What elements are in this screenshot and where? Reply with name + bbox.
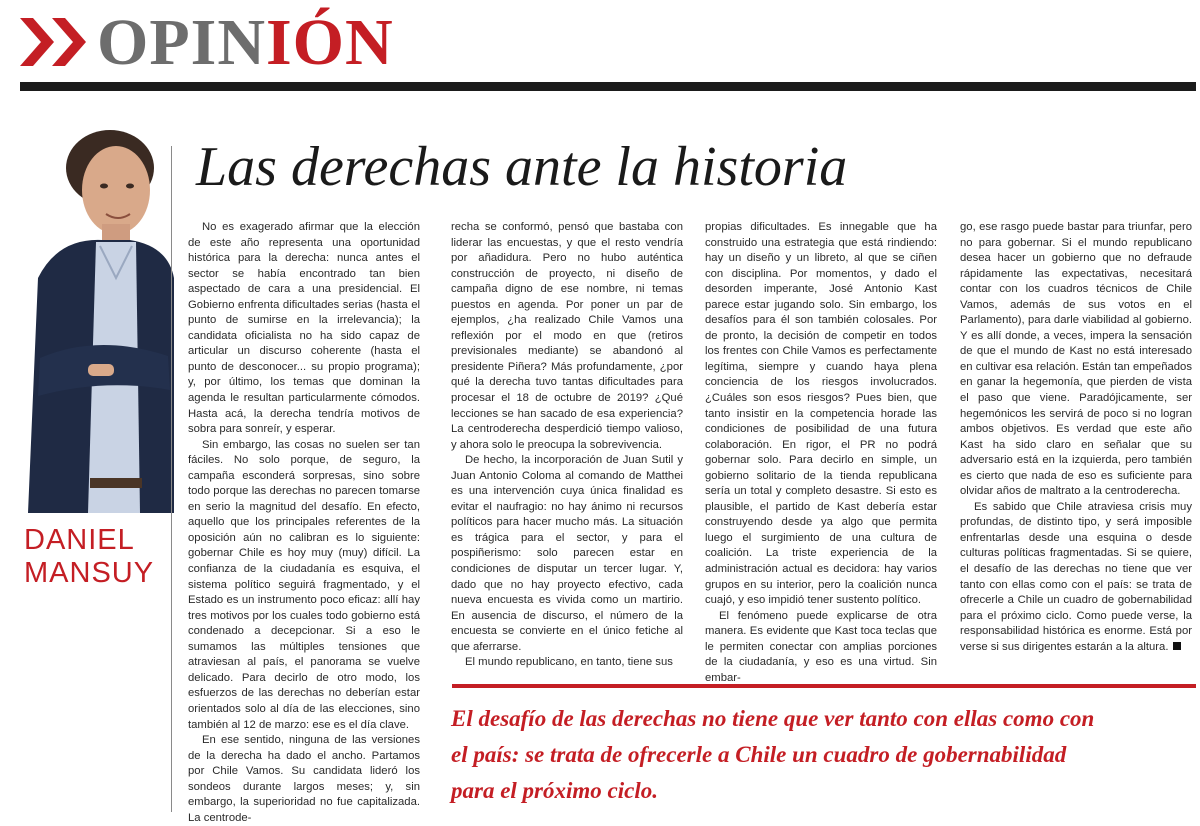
pull-quote-rule <box>452 684 1196 688</box>
paragraph: El mundo republicano, en tanto, tiene sus <box>465 656 673 669</box>
paragraph: Es sabido que Chile atraviesa crisis muy profundas, de distinto tipo, y será imposible enfrentarlas desde una esquina o desde culturas políticas fragmentadas. Si se quiere, el desafío de las derechas no tiene que ver tanto con ellas como con el país: se trata de ofrecerle a Chile un cuadro de gobernabilidad para el próximo ciclo. Como puede verse, la responsabilidad histórica es enorme. Está por verse si sus dirigentes estarán a la altura. <box>960 500 1192 653</box>
article-headline: Las derechas ante la historia <box>196 136 848 198</box>
article-column-1 <box>188 220 420 824</box>
chevron-right-icon <box>20 18 54 66</box>
article-column-3 <box>705 220 937 684</box>
paragraph: No es exagerado afirmar que la elección de este año representa una oportunidad histórica para la derecha: nunca antes el sector se había encontrado tan bien aspectado de cara a una presidencial. El Gobierno enfrenta dificultades serias (hasta el punto de sumirse en la irrelevancia); la candidata oficialista no ha sido capaz de articular un discurso coherente (hasta el punto de desconocer... su propio programa); y, por último, los temas que dominan la agenda le resultan particularmente cómodos. Hasta acá, la derecha tendría motivos de sobra para sonreír, y esperar. <box>188 221 420 436</box>
paragraph: recha se conformó, pensó que bastaba con liderar las encuestas, y que el resto vendría por añadidura. Pero no hubo auténtica construcción de proyecto, ni diseño de campaña digno de ese nombre, ni temas puestos en agenda. Por poner un par de ejemplos, ¿ha realizado Chile Vamos una reflexión por el modo en que (retiros previsionales mediante) se abandonó al presidente Piñera? Más profundamente, ¿por qué la derecha tuvo tantas dificultades para procesar el 18 de octubre de 2019? ¿Qué lecciones se han sacado de esa experiencia? La centroderecha desperdició tiempo valioso, y ahora solo le preocupa la sobrevivencia. <box>451 221 683 451</box>
paragraph: Sin embargo, las cosas no suelen ser tan fáciles. No solo porque, de seguro, la campaña esconderá sorpresas, sino sobre todo porque las derechas no parecen tomarse en serio la magnitud del desafío. En efecto, aquello que los principales referentes de la oposición aún no calibran es lo siguiente: gobernar Chile es hoy muy (muy) difícil. La confianza de la ciudadanía es esquiva, el sistema político seguirá fragmentado, y el Estado es un instrumento poco eficaz: allí hay tres motivos por los cuales todo gobierno está condenado a decepcionar. Si a eso le sumamos las múltiples tensiones que atraviesan al país, el panorama se vuelve delicado. Para decirlo de otro modo, los esfuerzos de las derechas no deberían estar orientados solo al día de las elecciones, sino también al 12 de marzo: ese es el día clave. <box>188 438 420 731</box>
end-mark-icon <box>1173 642 1181 650</box>
article-column-2 <box>451 220 683 669</box>
article-column-4 <box>960 220 1192 666</box>
paragraph: En ese sentido, ninguna de las versiones de la derecha ha dado el ancho. Partamos por Chile Vamos. Su candidata lideró los sondeos durante largos meses; y, sin embargo, la superioridad no fue capitalizada. La centrode- <box>188 734 420 824</box>
column-divider <box>171 146 172 812</box>
section-header <box>0 0 1200 80</box>
author-name: DANIEL MANSUY <box>24 524 155 589</box>
pull-quote: El desafío de las derechas no tiene que ver tanto con ellas como con el país: se trata de ofrecerle a Chile un cuadro de gobernabilidad para el próximo ciclo. <box>451 706 1095 803</box>
paragraph: De hecho, la incorporación de Juan Sutil y Juan Antonio Coloma al comando de Matthei es una intervención cuya única finalidad es evitar el naufragio: no hay ánimo ni recursos políticos para hacer mucho más. La situación es trágica para el sector, y para el pospiñerismo: solo parecen estar en condiciones de disputar un tercer lugar. Y, dado que no hay proyecto efectivo, cada nueva encuesta es vivida como un martirio. En ausencia de discurso, el número de la encuesta se convierte en el único fetiche al que aferrarse. <box>451 454 683 653</box>
section-title: OPINIÓN <box>97 6 394 79</box>
chevron-right-icon <box>52 18 86 66</box>
paragraph: go, ese rasgo puede bastar para triunfar, pero no para gobernar. Si el mundo republicano desea hacer un gobierno que no defraude rápidamente las expectativas, necesitará contar con los cuadros técnicos de Chile Vamos, además de sus votos en el Parlamento), para darle viabilidad al gobierno. Y es allí donde, a veces, impera la sensación de que el mundo de Kast no está interesado en cultivar esa relación. Están tan empeñados en ganar la hegemonía, que pierden de vista el paso que viene. Paradójicamente, ser hegemónicos les servirá de poco si no logran ambos objetivos. Es verdad que este año Kast ha sido claro en señalar que su adversario está en la izquierda, pero también es cierto que nada de eso es suficiente para olvidar años de maltrato a la centroderecha. <box>960 221 1192 498</box>
author-photo <box>18 128 174 513</box>
header-rule <box>20 82 1196 91</box>
paragraph: El fenómeno puede explicarse de otra manera. Es evidente que Kast toca teclas que le permiten conectar con amplias porciones de la ciudadanía, y eso es una virtud. Sin embar- <box>705 609 937 684</box>
paragraph: propias dificultades. Es innegable que ha construido una estrategia que está rindiendo: hay un diseño y un libreto, al que se ciñen con disciplina. Por momentos, y dado el desorden imperante, José Antonio Kast parece estar jugando solo. Sin embargo, los desafíos para él son también colosales. Por de pronto, la decisión de competir en todos los frentes con Chile Vamos es perfectamente legítima, siempre y cuando haya plena conciencia de los riesgos involucrados. ¿Cuáles son esos riesgos? Pues bien, que tanto insistir en la competencia horade las condiciones de posibilidad de una futura colaboración. En rigor, el PR no podrá gobernar solo. Para decirlo en simple, un gobierno solitario de la tienda republicana sería un total y completo desastre. Si esto es plausible, el partido de Kast debería estar construyendo desde ya algo que permita luego el surgimiento de una cultura de coalición. La triste experiencia de la administración actual es decidora: hay varios grupos en su interior, pero la coalición nunca cuajó, y eso impidió tener sustento político. <box>705 221 937 607</box>
